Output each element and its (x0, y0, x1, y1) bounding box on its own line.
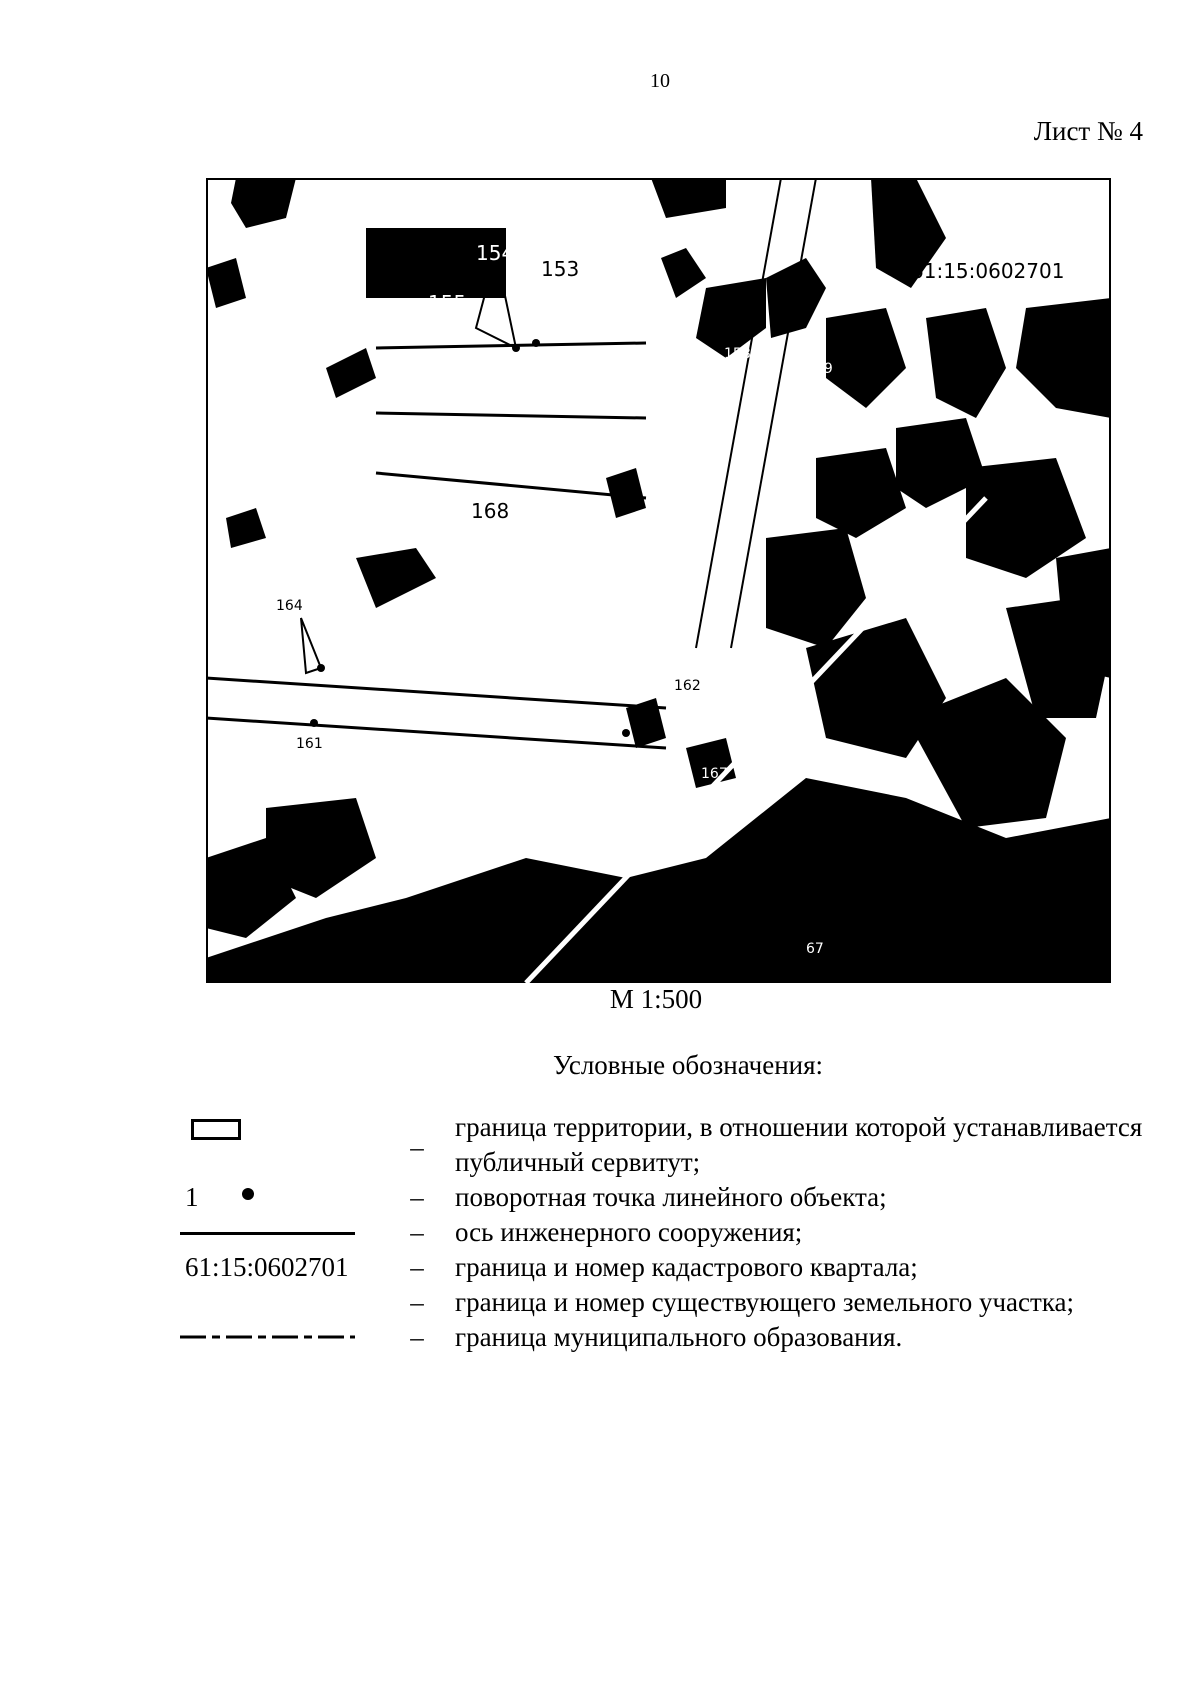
legend-quarter-number: 61:15:0602701 (185, 1252, 349, 1282)
legend-symbol-solid-line (180, 1215, 355, 1250)
legend-text: граница муниципального образования. (455, 1322, 903, 1352)
legend-dash: – (410, 1132, 424, 1162)
point-icon (242, 1188, 254, 1200)
legend-dash: – (410, 1252, 424, 1282)
label-158: 158 (724, 346, 751, 362)
legend-dash: – (410, 1217, 424, 1247)
legend-text: поворотная точка линейного объекта; (455, 1182, 887, 1212)
label-164: 164 (276, 598, 303, 614)
label-153: 153 (541, 257, 580, 281)
legend-dash: – (410, 1182, 424, 1212)
legend-text: граница и номер кадастрового квартала; (455, 1252, 918, 1282)
legend-item-servitude (0, 1110, 1200, 1180)
legend-symbol-text (180, 1250, 355, 1285)
quarter-label: 61:15:0602701 (911, 259, 1065, 283)
legend-title: Условные обозначения: (552, 1050, 824, 1080)
label-169: 169 (806, 361, 833, 377)
legend-symbol-dash-dot-line (180, 1320, 355, 1355)
legend-symbol-rectangle (180, 1110, 355, 1145)
label-165: 165 (268, 636, 295, 652)
sheet-label: Лист № 4 (1033, 116, 1143, 146)
legend-dash: – (410, 1287, 424, 1317)
legend-text: граница территории, в отношении которой устанавливается публичный сервитут; (455, 1112, 1143, 1177)
legend-symbol-point (180, 1180, 355, 1215)
label-162: 162 (674, 678, 701, 694)
legend-point-number: 1 (185, 1182, 199, 1212)
scale-label: М 1:500 (609, 984, 703, 1014)
label-167: 167 (701, 766, 728, 782)
label-67: 67 (806, 941, 824, 957)
map-image (206, 178, 1111, 983)
label-161: 161 (296, 736, 323, 752)
label-154: 154 (476, 241, 515, 265)
legend-dash: – (410, 1322, 424, 1352)
legend-text: граница и номер существующего земельного участка; (455, 1287, 1075, 1317)
label-155: 155 (428, 291, 467, 315)
page-number: 10 (650, 70, 670, 92)
label-168: 168 (471, 499, 510, 523)
legend-text: ось инженерного сооружения; (455, 1217, 803, 1247)
